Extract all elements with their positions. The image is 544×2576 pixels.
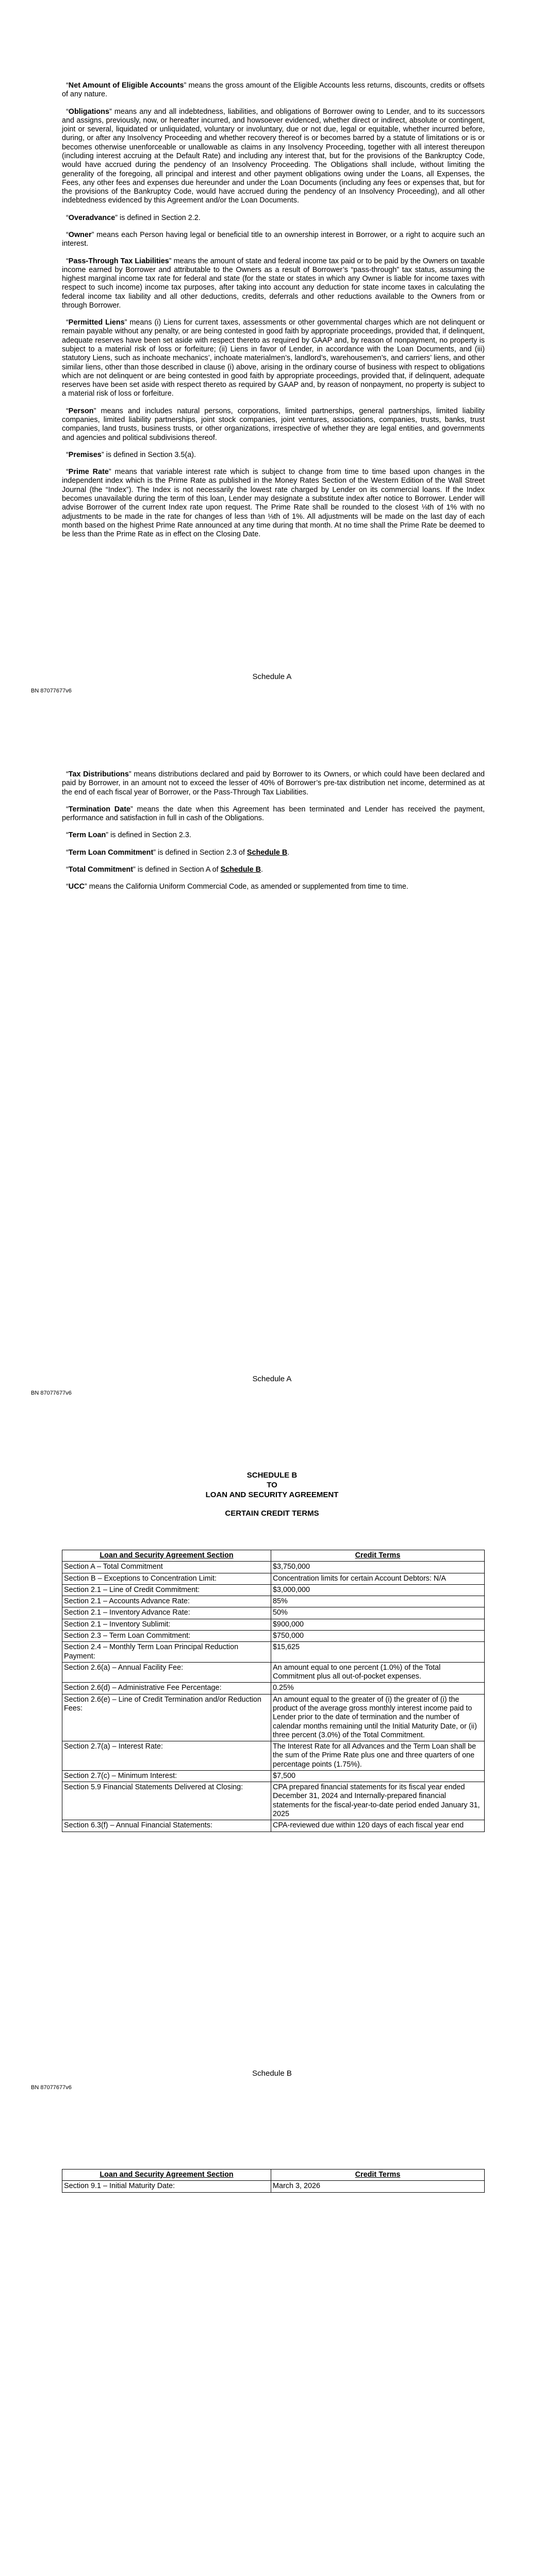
definition-term: Prime Rate	[68, 468, 109, 477]
definition-paragraph: “Permitted Liens” means (i) Liens for current taxes, assessments or other governmental charges which are not delinquent or remain payable without any penalty, or are being contested in good faith by appropriate proceedings, provided that, if delinquent, adequate reserves have been set aside with respect thereto as required by GAAP and, by reason of nonpayment, no property is subject to a material risk of loss or forfeiture; (ii) Liens in favor of Lender, in accordance with the Loan Documents, and (iii) statutory Liens, such as inchoate mechanics’, inchoate materialmen’s, landlord’s, warehousemen’s, and carriers’ liens, and other similar liens, other than those described in clause (i) above, arising in the ordinary course of business with respect to obligations which are not delinquent or are being contested in good faith by appropriate proceedings, provided that, if delinquent, adequate reserves have been set aside with respect thereto as required by GAAP and, by reason of nonpayment, no property is subject to a material risk of loss or forfeiture.	[62, 318, 485, 398]
table-row	[62, 1573, 485, 1584]
table-row	[62, 1662, 485, 1683]
table-row	[62, 1782, 485, 1820]
page-footer-label: Schedule A	[252, 1375, 292, 1383]
credit-terms-cell: March 3, 2026	[271, 2181, 485, 2192]
table-row	[62, 1642, 485, 1663]
definition-term: Permitted Liens	[68, 318, 125, 327]
definition-term: Overadvance	[68, 213, 116, 222]
table-row	[62, 1630, 485, 1641]
definition-text: means (i) Liens for current taxes, assessments or other governmental charges which are not delinquent or remain payable without any penalty, or are being contested in good faith by appropriate proceedings, provided that, if delinquent, adequate reserves have been set aside with respect thereto as required by GAAP and, by reason of nonpayment, no property is subject to a material risk of loss or forfeiture; (ii) Liens in favor of Lender, in accordance with the Loan Documents, and (iii) statutory Liens, such as inchoate mechanics’, inchoate materialmen’s, landlord’s, warehousemen’s, and carriers’ liens, and other similar liens, other than those described in clause (i) above, arising in the ordinary course of business with respect to obligations which are not delinquent or are being contested in good faith by appropriate proceedings, provided that, if delinquent, adequate reserves have been set aside with respect thereto as required by GAAP and, by reason of nonpayment, no property is subject to a material risk of loss or forfeiture.	[62, 318, 485, 398]
document-id: BN 87077677v6	[31, 1390, 72, 1396]
credit-terms-table-continued	[62, 2169, 485, 2193]
credit-terms-cell: 50%	[271, 1607, 485, 1619]
credit-terms-cell: CPA-reviewed due within 120 days of each fiscal year end	[271, 1820, 485, 1832]
schedule-b-subtitle: CERTAIN CREDIT TERMS	[225, 1509, 319, 1518]
agreement-section-cell: Section 2.6(d) – Administrative Fee Percentage:	[62, 1683, 271, 1694]
definition-text: is defined in Section 2.3 of	[156, 848, 247, 857]
agreement-section-cell: Section 2.1 – Line of Credit Commitment:	[62, 1584, 271, 1596]
schedule-reference: Schedule B	[220, 865, 261, 874]
agreement-section-cell: Section 2.6(e) – Line of Credit Termination and/or Reduction Fees:	[62, 1694, 271, 1741]
agreement-section-cell: Section 2.4 – Monthly Term Loan Principal Reduction Payment:	[62, 1642, 271, 1663]
definition-term: Obligations	[68, 107, 109, 116]
column-header-terms: Credit Terms	[271, 2170, 485, 2181]
definition-text: means any and all indebtedness, liabilities, and obligations of Borrower owing to Lender, and to its successors and assigns, previously, now, or hereafter incurred, and howsoever evidenced, whether direct or indirect, absolute or contingent, joint or several, liquidated or unliquidated, voluntary or involuntary, due or not due, legal or equitable, whether incurred before, during, or after any Insolvency Proceeding and whether recovery thereof is or becomes barred by a statute of limitations or is or becomes otherwise unenforceable or unallowable as claims in any Insolvency Proceeding, together with all interest thereupon (including interest accruing at the Default Rate) and including any interest that, but for the provisions of the Bankruptcy Code, would have accrued during the pendency of an Insolvency Proceeding. The Obligations shall include, without limiting the generality of the foregoing, all principal and interest and other payment obligations owing under the Loans, all Expenses, the Fees, any other fees and expenses due hereunder and under the Loan Documents (including any fees or expenses that, but for the provisions of the Bankruptcy Code, would have accrued during the pendency of an Insolvency Proceeding), and all other indebtedness evidenced by this Agreement and/or the Loan Documents.	[62, 107, 485, 205]
definition-paragraph: “Pass-Through Tax Liabilities” means the amount of state and federal income tax paid or to be paid by the Owners on taxable income earned by Borrower and attributable to the Owners as a result of Borrower’s “pass-through” tax status, assuming the highest marginal income tax rate for federal and state (for the state or states in which any Owner is liable for income taxes with respect to such income) income tax purposes, after taking into account any deduction for state income taxes in calculating the federal income tax liability and all other deductions, credits, deferrals and other reductions available to the Owners from or through Borrower.	[62, 257, 485, 310]
definition-term: Termination Date	[68, 805, 130, 814]
table-row	[62, 1562, 485, 1573]
agreement-section-cell: Section 2.1 – Inventory Advance Rate:	[62, 1607, 271, 1619]
definition-term: Pass-Through Tax Liabilities	[68, 257, 169, 265]
agreement-section-cell: Section 2.1 – Accounts Advance Rate:	[62, 1596, 271, 1607]
schedule-b-title: SCHEDULE B	[246, 1471, 298, 1480]
definition-text: means that variable interest rate which is subject to change from time to time based upon changes in the independent index which is the Prime Rate as published in the Money Rates Section of the Western Edition of the Wall Street Journal (the “Index”). The Index is not necessarily the lowest rate charged by Lender on its commercial loans. If the Index becomes unavailable during the term of this loan, Lender may designate a substitute index after notice to Borrower. Lender will advise Borrower of the current Index rate upon request. The Prime Rate shall be rounded to the closest ⅛th of 1% with no adjustments to be made in the rate for changes of less than ⅛th of 1%. All adjustments will be made on the last day of each month based on the highest Prime Rate announced at any time during that month. At no time shall the Prime Rate be deemed to be less than the Prime Rate as in effect on the Closing Date.	[62, 468, 485, 539]
agreement-section-cell: Section A – Total Commitment	[62, 1562, 271, 1573]
definition-term: Owner	[68, 230, 92, 239]
table-row	[62, 1584, 485, 1596]
definition-paragraph: “UCC” means the California Uniform Commercial Code, as amended or supplemented from time to time.	[66, 883, 408, 891]
definition-text: means distributions declared and paid by Borrower to its Owners, or which could have been declared and paid by Borrower, in an amount not to exceed the lesser of 40% of Borrower’s pre-tax distribution net income, determined as at the end of each fiscal year of Borrower, or the Pass-Through Tax Liabilities.	[62, 770, 485, 796]
agreement-section-cell: Section 2.7(c) – Minimum Interest:	[62, 1770, 271, 1782]
schedule-b-agreement: LOAN AND SECURITY AGREEMENT	[205, 1490, 339, 1499]
table-row	[62, 1770, 485, 1782]
definition-paragraph: “Total Commitment” is defined in Section A of Schedule B.	[66, 865, 263, 874]
definitions-page-1	[62, 81, 485, 547]
definition-text: is defined in Section A of	[135, 865, 221, 874]
credit-terms-cell: $750,000	[271, 1630, 485, 1641]
definition-term: UCC	[68, 883, 85, 891]
definition-text: means the California Uniform Commercial Code, as amended or supplemented from time to time.	[87, 883, 408, 891]
schedule-b-to: TO	[267, 1480, 277, 1489]
agreement-section-cell: Section 6.3(f) – Annual Financial Statements:	[62, 1820, 271, 1832]
table-row	[62, 1619, 485, 1630]
table-header-row	[62, 2170, 485, 2181]
definition-paragraph: “Termination Date” means the date when this Agreement has been terminated and Lender has received the payment, performance and satisfaction in full in cash of the Obligations.	[62, 805, 485, 823]
agreement-section-cell: Section 9.1 – Initial Maturity Date:	[62, 2181, 271, 2192]
definition-paragraph: “Tax Distributions” means distributions declared and paid by Borrower to its Owners, or which could have been declared and paid by Borrower, in an amount not to exceed the lesser of 40% of Borrower’s pre-tax distribution net income, determined as at the end of each fiscal year of Borrower, or the Pass-Through Tax Liabilities.	[62, 770, 485, 796]
agreement-section-cell: Section 2.1 – Inventory Sublimit:	[62, 1619, 271, 1630]
table-row	[62, 1607, 485, 1619]
definition-paragraph: “Term Loan” is defined in Section 2.3.	[66, 831, 191, 840]
credit-terms-cell: The Interest Rate for all Advances and the Term Loan shall be the sum of the Prime Rate plus one and three quarters of one percentage points (1.75%).	[271, 1741, 485, 1771]
definition-tail: .	[287, 848, 290, 857]
definition-text: means the gross amount of the Eligible Accounts less returns, discounts, credits or offsets of any nature.	[62, 81, 485, 99]
definition-paragraph: “Premises” is defined in Section 3.5(a).	[66, 450, 196, 459]
definition-term: Term Loan Commitment	[68, 848, 154, 857]
credit-terms-cell: $3,750,000	[271, 1562, 485, 1573]
column-header-terms: Credit Terms	[271, 1550, 485, 1562]
agreement-section-cell: Section B – Exceptions to Concentration Limit:	[62, 1573, 271, 1584]
table-row	[62, 2181, 485, 2192]
definition-term: Tax Distributions	[68, 770, 129, 778]
schedule-reference: Schedule B	[246, 848, 288, 857]
definition-text: is defined in Section 2.2.	[118, 213, 201, 222]
credit-terms-cell: $7,500	[271, 1770, 485, 1782]
definition-text: means each Person having legal or beneficial title to an ownership interest in Borrower, or a right to acquire such an interest.	[62, 230, 485, 248]
credit-terms-table	[62, 1550, 485, 1832]
agreement-section-cell: Section 2.6(a) – Annual Facility Fee:	[62, 1662, 271, 1683]
table-row	[62, 1596, 485, 1607]
column-header-section: Loan and Security Agreement Section	[62, 2170, 271, 2181]
document-id: BN 87077677v6	[31, 2084, 72, 2091]
definition-paragraph: “Net Amount of Eligible Accounts” means the gross amount of the Eligible Accounts less returns, discounts, credits or offsets of any nature.	[62, 81, 485, 99]
credit-terms-cell: $900,000	[271, 1619, 485, 1630]
credit-terms-cell: 0.25%	[271, 1683, 485, 1694]
definition-text: is defined in Section 3.5(a).	[104, 450, 196, 459]
definition-tail: .	[261, 865, 263, 874]
definition-paragraph: “Prime Rate” means that variable interest rate which is subject to change from time to time based upon changes in the independent index which is the Prime Rate as published in the Money Rates Section of the Western Edition of the Wall Street Journal (the “Index”). The Index is not necessarily the lowest rate charged by Lender on its commercial loans. If the Index becomes unavailable during the term of this loan, Lender may designate a substitute index after notice to Borrower. Lender will advise Borrower of the current Index rate upon request. The Prime Rate shall be rounded to the closest ⅛th of 1% with no adjustments to be made in the rate for changes of less than ⅛th of 1%. All adjustments will be made on the last day of each month based on the highest Prime Rate announced at any time during that month. At no time shall the Prime Rate be deemed to be less than the Prime Rate as in effect on the Closing Date.	[62, 468, 485, 539]
definition-term: Net Amount of Eligible Accounts	[68, 81, 184, 90]
page-footer-label: Schedule A	[252, 672, 292, 681]
definition-text: means the amount of state and federal income tax paid or to be paid by the Owners on taxable income earned by Borrower and attributable to the Owners as a result of Borrower’s “pass-through” tax status, assuming the highest marginal income tax rate for federal and state (for the state or states in which any Owner is liable for income taxes with respect to such income) income tax purposes, after taking into account any deduction for state income taxes in calculating the federal income tax liability and all other deductions, credits, deferrals and other reductions available to the Owners from or through Borrower.	[62, 257, 485, 310]
credit-terms-cell: An amount equal to the greater of (i) the greater of (i) the product of the average gross monthly interest income paid to Lender prior to the date of termination and the number of calendar months remaining until the Initial Maturity Date, or (ii) three percent (3.0%) of the Total Commitment.	[271, 1694, 485, 1741]
definition-term: Person	[68, 406, 94, 415]
agreement-section-cell: Section 2.3 – Term Loan Commitment:	[62, 1630, 271, 1641]
definition-text: is defined in Section 2.3.	[108, 831, 191, 840]
table-row	[62, 1741, 485, 1771]
definition-paragraph: “Person” means and includes natural persons, corporations, limited partnerships, general partnerships, limited liability companies, limited liability partnerships, joint stock companies, joint ventures, associations, companies, trusts, banks, trust companies, land trusts, business trusts, or other organizations, irrespective of whether they are legal entities, and governments and agencies and political subdivisions thereof.	[62, 406, 485, 442]
page-footer-label: Schedule B	[252, 2069, 292, 2078]
document-id: BN 87077677v6	[31, 688, 72, 694]
credit-terms-cell: 85%	[271, 1596, 485, 1607]
credit-terms-cell: CPA prepared financial statements for its fiscal year ended December 31, 2024 and Internally-prepared financial statements for the fiscal-year-to-date period ended January 31, 2025	[271, 1782, 485, 1820]
definition-term: Premises	[68, 450, 102, 459]
definition-text: means the date when this Agreement has been terminated and Lender has received the payment, performance and satisfaction in full in cash of the Obligations.	[62, 805, 485, 823]
column-header-section: Loan and Security Agreement Section	[62, 1550, 271, 1562]
definition-term: Total Commitment	[68, 865, 134, 874]
definition-paragraph: “Overadvance” is defined in Section 2.2.	[66, 213, 201, 222]
schedule-b-heading	[0, 1471, 544, 1519]
table-row	[62, 1683, 485, 1694]
credit-terms-cell: $3,000,000	[271, 1584, 485, 1596]
table-row	[62, 1820, 485, 1832]
credit-terms-cell: An amount equal to one percent (1.0%) of the Total Commitment plus all out-of-pocket expenses.	[271, 1662, 485, 1683]
agreement-section-cell: Section 2.7(a) – Interest Rate:	[62, 1741, 271, 1771]
table-header-row	[62, 1550, 485, 1562]
agreement-section-cell: Section 5.9 Financial Statements Delivered at Closing:	[62, 1782, 271, 1820]
definition-paragraph: “Owner” means each Person having legal or beneficial title to an ownership interest in Borrower, or a right to acquire such an interest.	[62, 230, 485, 248]
definition-paragraph: “Obligations” means any and all indebtedness, liabilities, and obligations of Borrower owing to Lender, and to its successors and assigns, previously, now, or hereafter incurred, and howsoever evidenced, whether direct or indirect, absolute or contingent, joint or several, liquidated or unliquidated, voluntary or involuntary, due or not due, legal or equitable, whether incurred before, during, or after any Insolvency Proceeding and whether recovery thereof is or becomes barred by a statute of limitations or is or becomes otherwise unenforceable or unallowable as claims in any Insolvency Proceeding, together with all interest thereupon (including interest accruing at the Default Rate) and including any interest that, but for the provisions of the Bankruptcy Code, would have accrued during the pendency of an Insolvency Proceeding. The Obligations shall include, without limiting the generality of the foregoing, all principal and interest and other payment obligations owing under the Loans, all Expenses, the Fees, any other fees and expenses due hereunder and under the Loan Documents (including any fees or expenses that, but for the provisions of the Bankruptcy Code, would have accrued during the pendency of an Insolvency Proceeding), and all other indebtedness evidenced by this Agreement and/or the Loan Documents.	[62, 107, 485, 205]
definition-paragraph: “Term Loan Commitment” is defined in Section 2.3 of Schedule B.	[66, 848, 290, 857]
table-row	[62, 1694, 485, 1741]
definition-term: Term Loan	[68, 831, 106, 840]
credit-terms-cell: Concentration limits for certain Account Debtors: N/A	[271, 1573, 485, 1584]
definition-text: means and includes natural persons, corporations, limited partnerships, general partnerships, limited liability companies, limited liability partnerships, joint stock companies, joint ventures, associations, companies, trusts, banks, trust companies, land trusts, business trusts, or other organizations, irrespective of whether they are legal entities, and governments and agencies and political subdivisions thereof.	[62, 406, 485, 442]
definitions-page-2	[62, 770, 485, 900]
credit-terms-cell: $15,625	[271, 1642, 485, 1663]
